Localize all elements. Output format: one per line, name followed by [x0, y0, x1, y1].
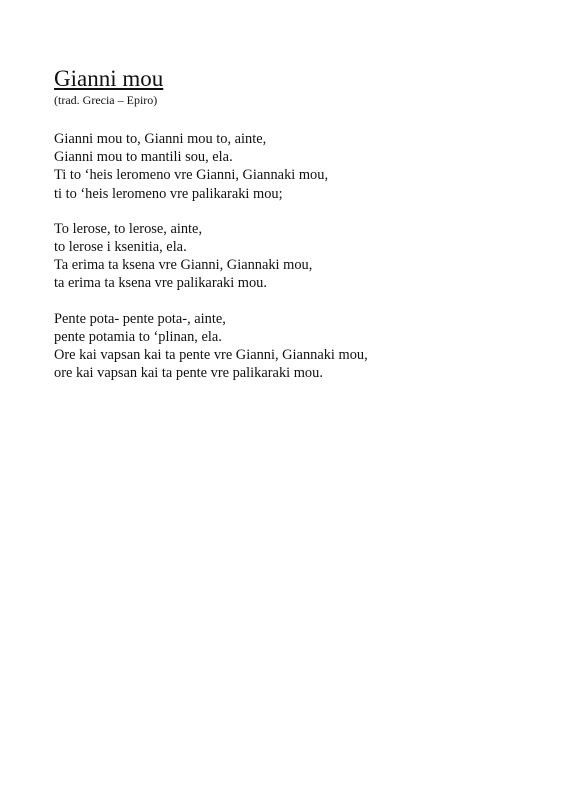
lyric-line: To lerose, to lerose, ainte,: [54, 220, 203, 237]
lyric-line: ti to ‘heis leromeno vre palikaraki mou;: [54, 185, 283, 202]
lyric-line: Ore kai vapsan kai ta pente vre Gianni, Giannaki mou,: [54, 347, 368, 364]
lyric-line: Ta erima ta ksena vre Gianni, Giannaki mou,: [54, 257, 313, 274]
lyric-line: ore kai vapsan kai ta pente vre palikaraki mou.: [54, 365, 323, 382]
lyric-line: Ti to ‘heis leromeno vre Gianni, Giannaki mou,: [54, 167, 329, 184]
stanza-1: [54, 130, 534, 203]
lyric-line: to lerose i ksenitia, ela.: [54, 239, 187, 256]
lyrics: [54, 130, 534, 382]
lyric-line: Pente pota- pente pota-, ainte,: [54, 310, 226, 327]
document-page: [54, 66, 534, 399]
stanza-2: [54, 220, 534, 293]
lyric-line: ta erima ta ksena vre palikaraki mou.: [54, 275, 267, 292]
lyric-line: Gianni mou to mantili sou, ela.: [54, 149, 233, 166]
lyric-line: Gianni mou to, Gianni mou to, ainte,: [54, 131, 267, 147]
song-title: Gianni mou: [54, 66, 164, 91]
lyric-line: pente potamia to ‘plinan, ela.: [54, 328, 222, 345]
song-subtitle: (trad. Grecia – Epiro): [54, 93, 158, 107]
stanza-3: [54, 310, 534, 383]
